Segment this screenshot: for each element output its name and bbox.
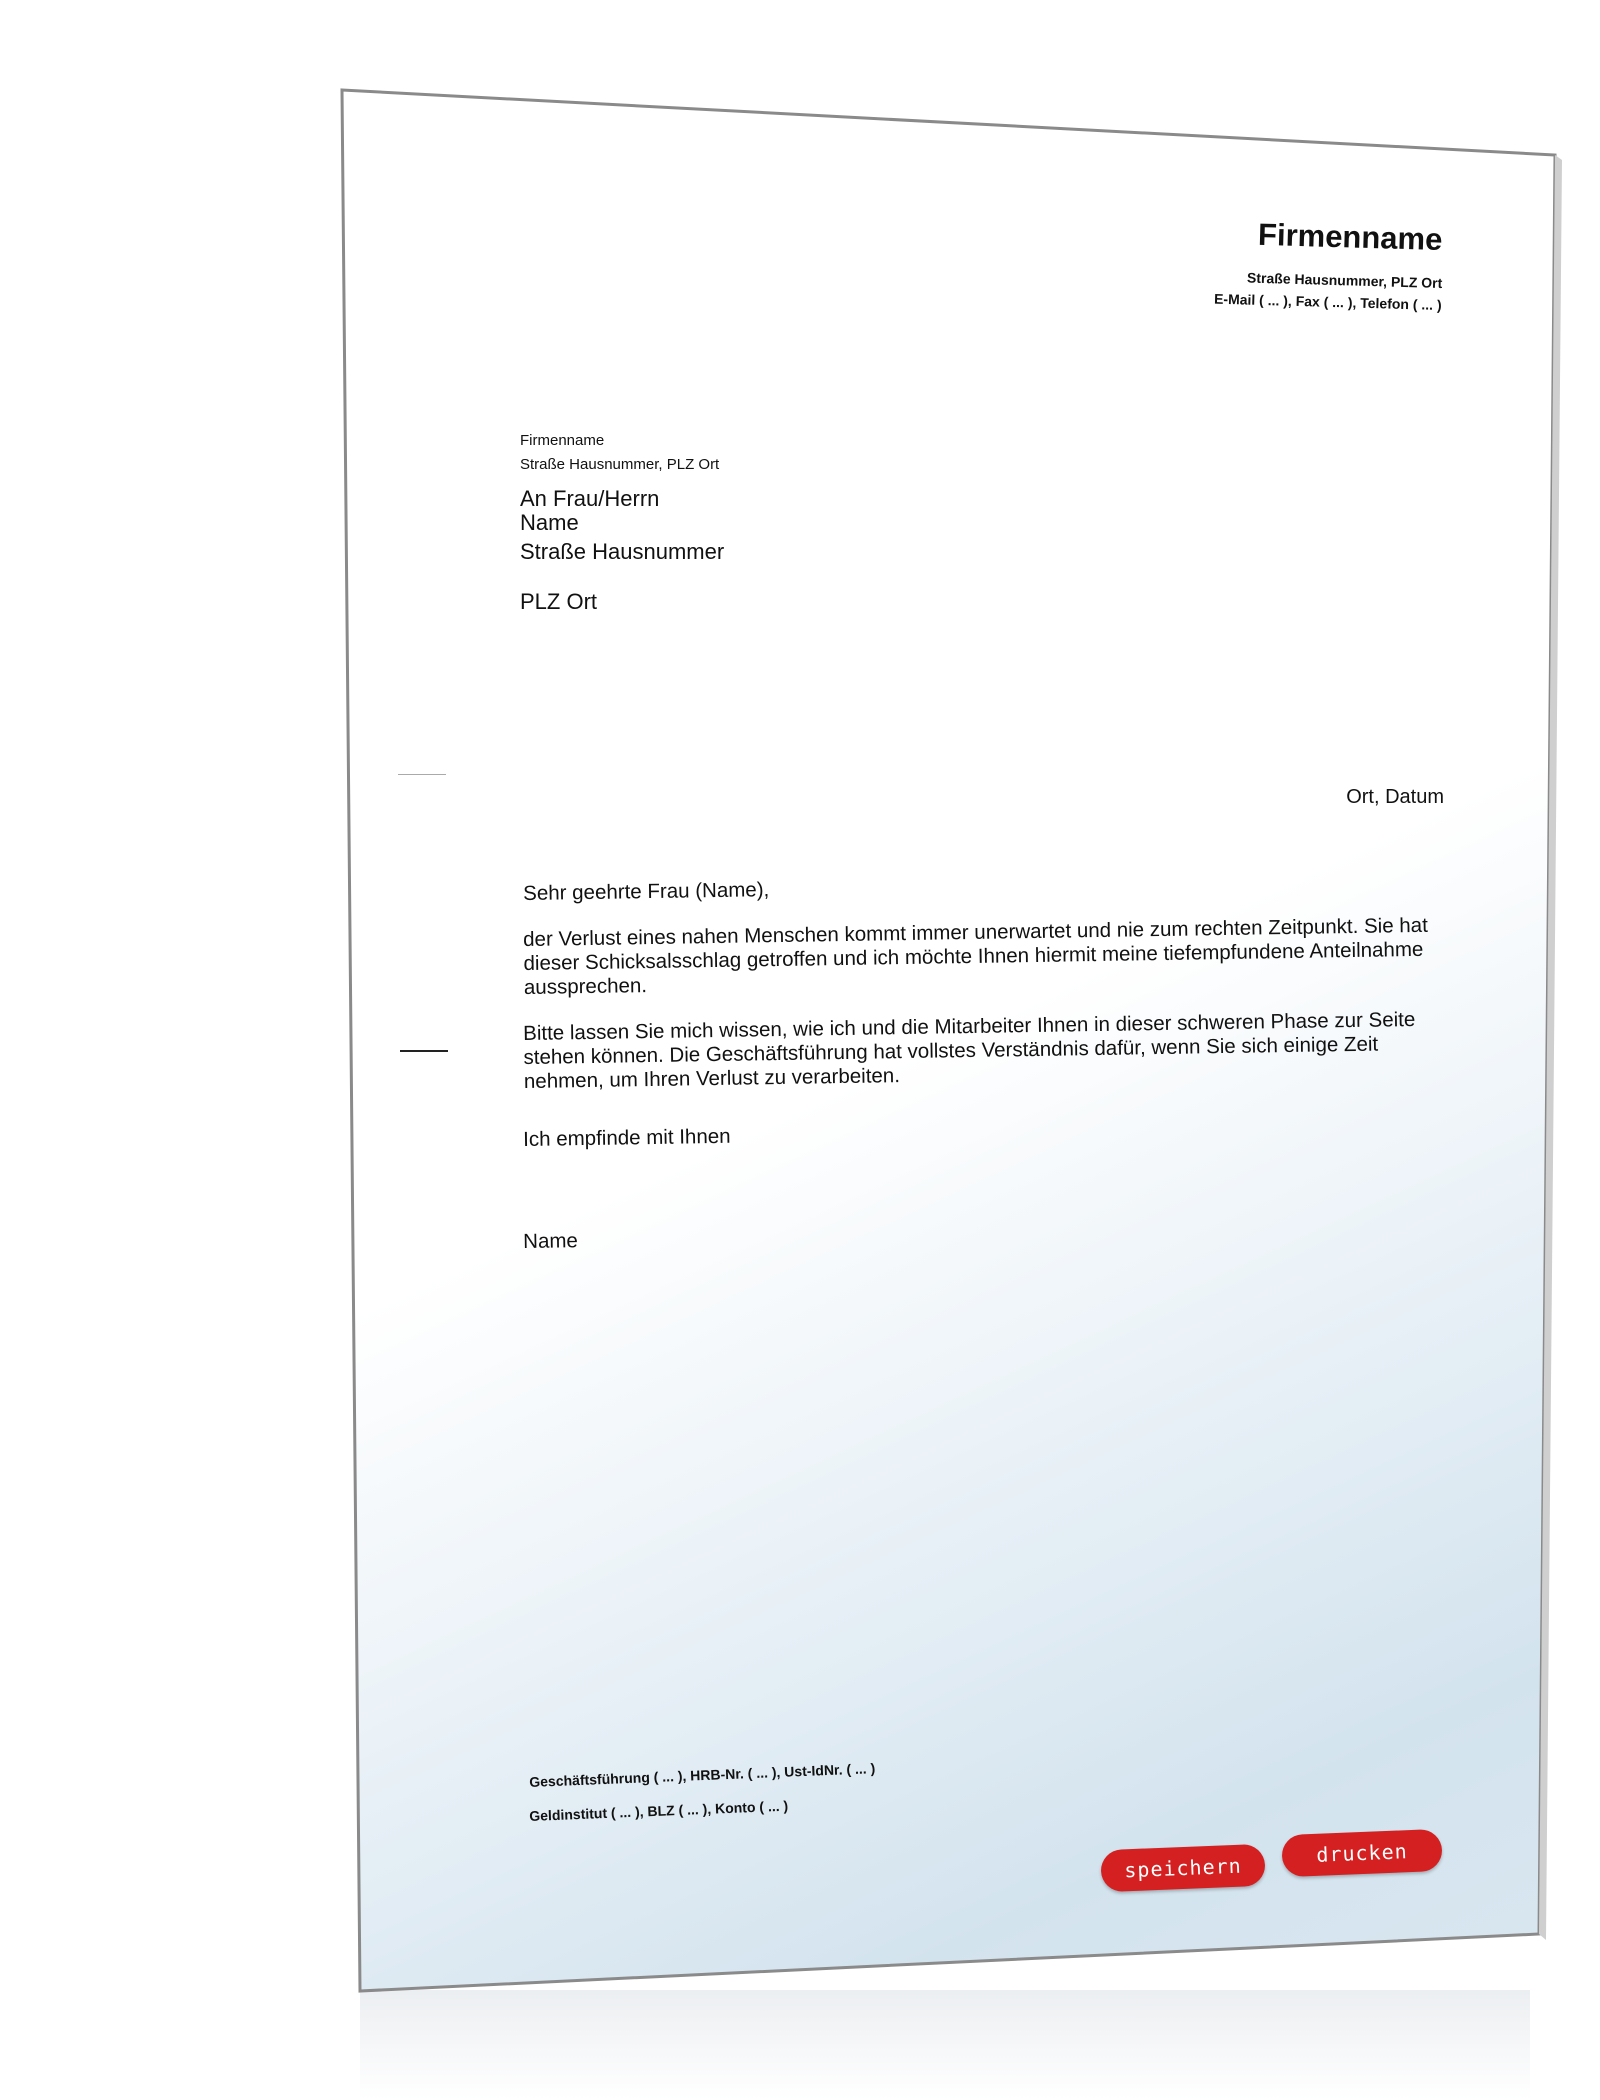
letter-salutation: Sehr geehrte Frau (Name), xyxy=(523,878,770,905)
footer-line-1: Geschäftsführung ( ... ), HRB-Nr. ( ... ), Ust-IdNr. ( ... ) xyxy=(529,1760,876,1790)
letterhead-contact: E-Mail ( ... ), Fax ( ... ), Telefon ( ... ) xyxy=(1214,290,1443,313)
recipient-line-4: PLZ Ort xyxy=(520,589,598,614)
letterhead-company: Firmenname xyxy=(1257,216,1443,257)
letter-paragraph-1: der Verlust eines nahen Menschen kommt immer unerwartet und nie zum rechten Zeitpunkt. Sie hat dieser Schicksalsschlag getroffen und ich möchte Ihnen hiermit meine tiefempfundene Anteilnahme aussprechen. xyxy=(523,913,1428,999)
recipient-line-2: Name xyxy=(520,510,579,535)
return-address: Straße Hausnummer, PLZ Ort xyxy=(520,456,720,473)
letter-closing: Ich empfinde mit Ihnen xyxy=(523,1124,731,1151)
letter-paragraph-2: Bitte lassen Sie mich wissen, wie ich und die Mitarbeiter Ihnen in dieser schweren Phase zur Seite stehen können. Die Geschäftsführung hat vollstes Verständnis dafür, wenn Sie sich einige Zeit nehmen, um Ihren Verlust zu verarbeiten. xyxy=(523,1007,1416,1093)
recipient-line-1: An Frau/Herrn xyxy=(520,486,660,511)
letter-signature: Name xyxy=(523,1229,579,1253)
save-button[interactable]: speichern xyxy=(1100,1844,1266,1893)
letterhead-address: Straße Hausnummer, PLZ Ort xyxy=(1246,269,1443,291)
punch-mark xyxy=(400,1050,448,1052)
page-reflection xyxy=(360,1990,1530,2100)
letter-date: Ort, Datum xyxy=(1346,786,1444,808)
recipient-line-3: Straße Hausnummer xyxy=(520,539,725,564)
footer-line-2: Geldinstitut ( ... ), BLZ ( ... ), Konto ( ... ) xyxy=(529,1797,789,1824)
fold-mark xyxy=(398,774,446,775)
print-button[interactable]: drucken xyxy=(1281,1829,1443,1877)
return-company: Firmenname xyxy=(520,432,605,449)
